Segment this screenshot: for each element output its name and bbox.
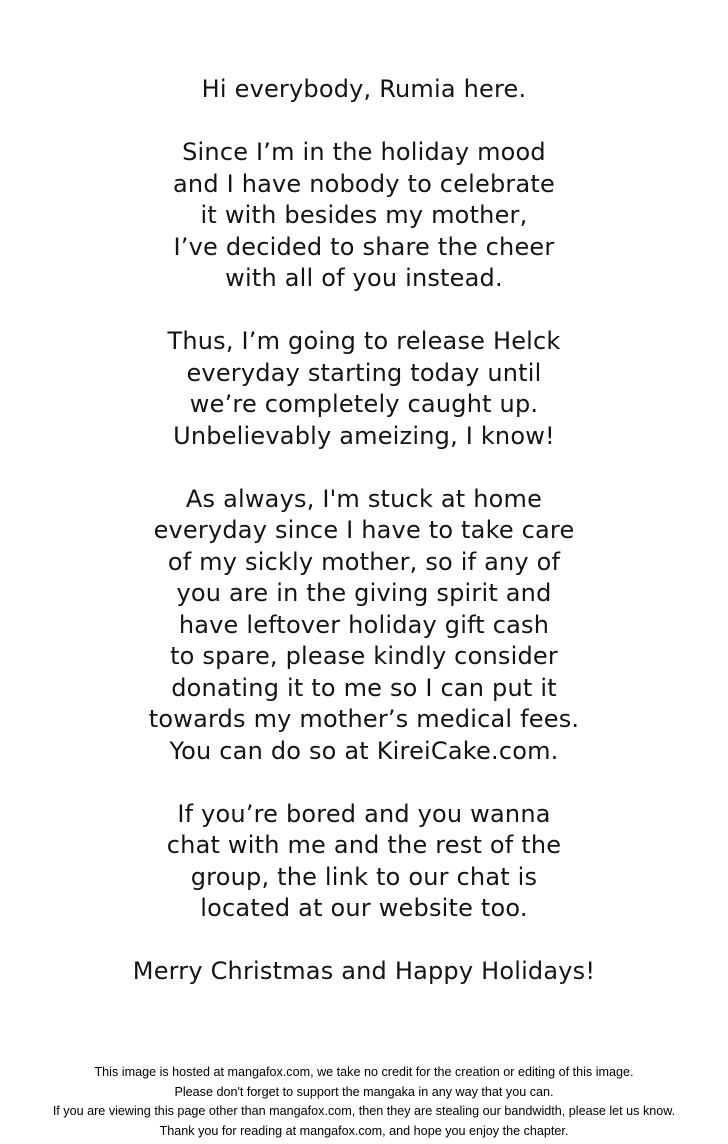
paragraph-line: Unbelievably ameizing, I know! bbox=[173, 421, 555, 450]
paragraph-line: I’ve decided to share the cheer bbox=[173, 232, 555, 261]
disclaimer-line: This image is hosted at mangafox.com, we take no credit for the creation or editing of this image. bbox=[94, 1065, 634, 1079]
paragraph-line: Thus, I’m going to release Helck bbox=[167, 327, 561, 355]
paragraph-line: As always, I'm stuck at home bbox=[185, 484, 543, 513]
paragraph-line: to spare, please kindly consider bbox=[170, 642, 558, 670]
release-paragraph bbox=[0, 326, 728, 452]
disclaimer-line: If you are viewing this page other than mangafox.com, then they are stealing our bandwidth, please let us know. bbox=[52, 1104, 676, 1118]
greeting-paragraph bbox=[0, 74, 728, 106]
hosting-disclaimer bbox=[0, 1063, 728, 1141]
paragraph-line: it with besides my mother, bbox=[200, 201, 528, 229]
paragraph-line: and I have nobody to celebrate bbox=[173, 169, 555, 198]
chat-paragraph bbox=[0, 799, 728, 925]
holiday-paragraph bbox=[0, 137, 728, 295]
closing-line: Merry Christmas and Happy Holidays! bbox=[132, 957, 596, 985]
paragraph-line: you are in the giving spirit and bbox=[176, 579, 552, 607]
disclaimer-line: Please don't forget to support the mangaka in any way that you can. bbox=[174, 1084, 554, 1099]
donation-paragraph bbox=[0, 484, 728, 768]
paragraph-line: everyday starting today until bbox=[186, 358, 542, 387]
paragraph-line: chat with me and the rest of the bbox=[166, 831, 562, 859]
disclaimer-line: Thank you for reading at mangafox.com, and hope you enjoy the chapter. bbox=[159, 1123, 569, 1138]
paragraph-line: located at our website too. bbox=[200, 894, 528, 922]
paragraph-line: have leftover holiday gift cash bbox=[178, 610, 550, 639]
paragraph-line: we’re completely caught up. bbox=[189, 390, 539, 418]
paragraph-line: donating it to me so I can put it bbox=[171, 673, 557, 702]
paragraph-line: towards my mother’s medical fees. bbox=[148, 705, 580, 733]
translator-note bbox=[0, 74, 728, 988]
paragraph-line: Since I’m in the holiday mood bbox=[182, 138, 546, 166]
paragraph-line: You can do so at KireiCake.com. bbox=[169, 736, 559, 765]
greeting-line: Hi everybody, Rumia here. bbox=[201, 75, 527, 103]
paragraph-line: everyday since I have to take care bbox=[153, 516, 575, 544]
paragraph-line: with all of you instead. bbox=[225, 264, 503, 292]
paragraph-line: of my sickly mother, so if any of bbox=[167, 547, 561, 576]
paragraph-line: If you’re bored and you wanna bbox=[177, 799, 551, 828]
paragraph-line: group, the link to our chat is bbox=[190, 862, 538, 891]
